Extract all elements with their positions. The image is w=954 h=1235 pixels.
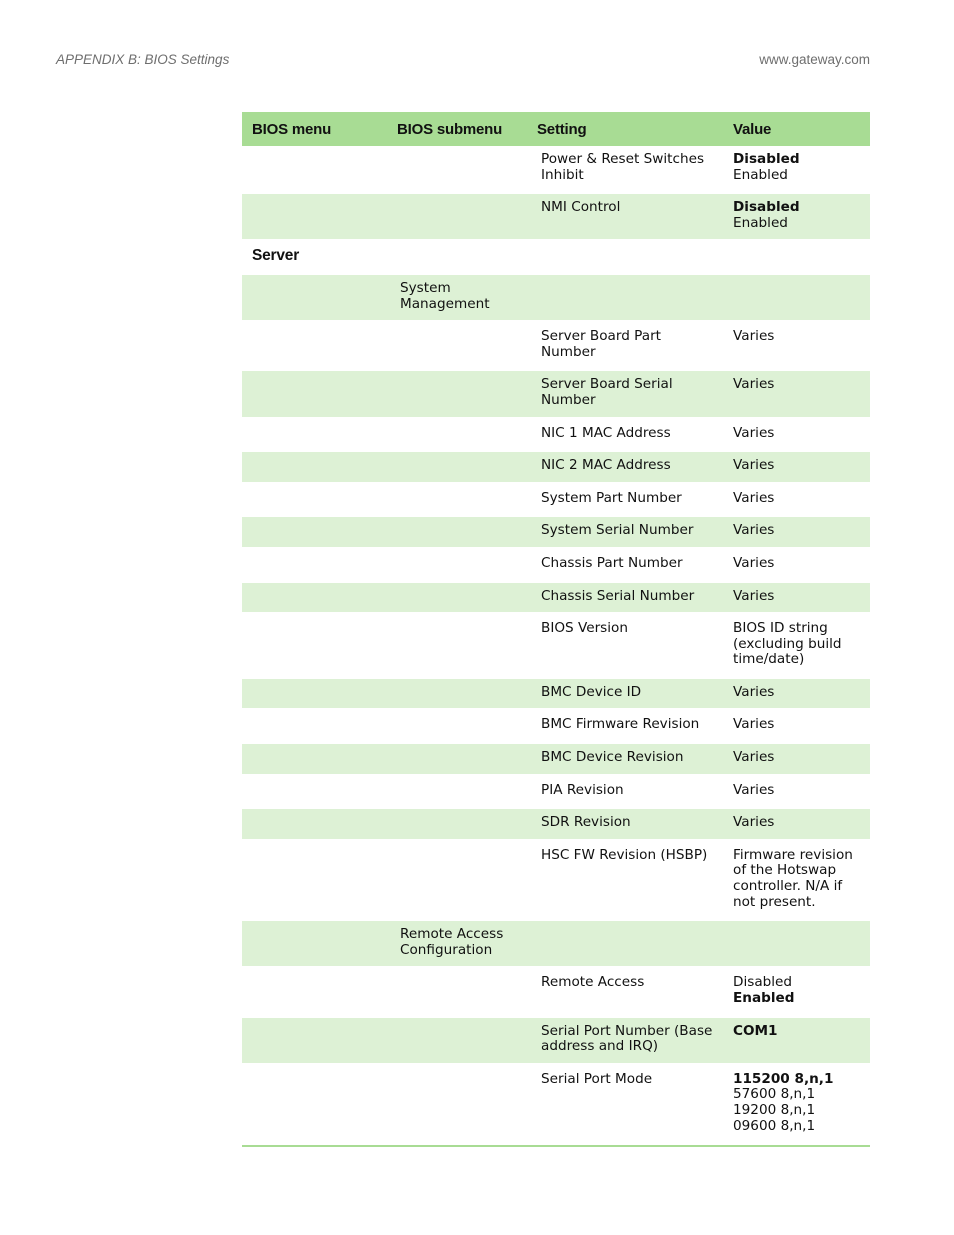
default-value: 115200 8,n,1: [733, 1070, 834, 1087]
cell-value: [723, 420, 870, 453]
cell-bios-menu: [242, 583, 387, 616]
cell-bios-submenu: [387, 1066, 527, 1145]
option-value: 19200 8,n,1: [733, 1101, 816, 1118]
cell-value: [723, 809, 870, 842]
cell-setting: Remote Access: [527, 969, 723, 1017]
cell-setting: System Part Number: [527, 485, 723, 518]
cell-bios-submenu: [387, 1018, 527, 1066]
cell-value: [723, 1066, 870, 1145]
table-row: [242, 420, 870, 453]
cell-value: [723, 615, 870, 679]
table-row: [242, 1066, 870, 1145]
cell-bios-submenu: [387, 485, 527, 518]
cell-bios-menu: [242, 420, 387, 453]
cell-value: [723, 550, 870, 583]
table-row: [242, 452, 870, 485]
table-row: [242, 809, 870, 842]
cell-bios-submenu: [387, 809, 527, 842]
cell-bios-submenu: [387, 194, 527, 242]
option-value: Varies: [733, 749, 775, 766]
cell-bios-submenu: [387, 420, 527, 453]
cell-bios-menu: [242, 1018, 387, 1066]
header-bios-menu: BIOS menu: [242, 112, 387, 146]
cell-value: [723, 323, 870, 371]
cell-bios-submenu: [387, 323, 527, 371]
header-value: Value: [723, 112, 870, 146]
option-value: Firmware revision of the Hotswap controller. N/A if not present.: [733, 846, 853, 910]
cell-bios-submenu: [387, 842, 527, 921]
default-value: COM1: [733, 1022, 778, 1039]
cell-value: [723, 583, 870, 616]
table-row: [242, 615, 870, 679]
cell-bios-submenu: [387, 777, 527, 810]
cell-setting: BIOS Version: [527, 615, 723, 679]
cell-setting: Power & Reset Switches Inhibit: [527, 146, 723, 194]
option-value: Enabled: [733, 166, 788, 183]
table-row: [242, 146, 870, 194]
cell-bios-submenu: Remote Access Configuration: [387, 921, 527, 969]
cell-setting: Server Board Serial Number: [527, 371, 723, 419]
table-row: [242, 711, 870, 744]
cell-bios-submenu: [387, 242, 527, 275]
table-row: [242, 242, 870, 275]
cell-value: [723, 777, 870, 810]
table-row: [242, 1018, 870, 1066]
option-value: Varies: [733, 683, 775, 700]
option-value: Varies: [733, 424, 775, 441]
cell-setting: System Serial Number: [527, 517, 723, 550]
cell-setting: Serial Port Mode: [527, 1066, 723, 1145]
option-value: Varies: [733, 376, 775, 393]
cell-setting: Server Board Part Number: [527, 323, 723, 371]
cell-setting: HSC FW Revision (HSBP): [527, 842, 723, 921]
table-row: [242, 194, 870, 242]
cell-bios-menu: Server: [242, 242, 387, 275]
cell-value: [723, 452, 870, 485]
cell-bios-menu: [242, 969, 387, 1017]
cell-bios-submenu: [387, 679, 527, 712]
table-row: [242, 275, 870, 323]
table-row: [242, 777, 870, 810]
table-row: [242, 323, 870, 371]
cell-bios-menu: [242, 777, 387, 810]
default-value: Enabled: [733, 990, 795, 1006]
option-value: Varies: [733, 814, 775, 831]
table-row: [242, 371, 870, 419]
cell-bios-submenu: [387, 550, 527, 583]
table-header-row: [242, 112, 870, 146]
cell-bios-menu: [242, 711, 387, 744]
cell-bios-submenu: [387, 452, 527, 485]
cell-bios-submenu: [387, 583, 527, 616]
cell-setting: [527, 242, 723, 275]
cell-value: [723, 842, 870, 921]
default-value: Disabled: [733, 151, 800, 167]
bios-settings-table: [242, 112, 870, 1147]
option-value: Varies: [733, 457, 775, 474]
option-value: Enabled: [733, 214, 788, 231]
option-value: Varies: [733, 554, 775, 571]
cell-bios-menu: [242, 452, 387, 485]
cell-bios-menu: [242, 275, 387, 323]
cell-bios-menu: [242, 809, 387, 842]
cell-setting: NIC 2 MAC Address: [527, 452, 723, 485]
table-row: [242, 842, 870, 921]
cell-bios-submenu: [387, 969, 527, 1017]
cell-bios-menu: [242, 146, 387, 194]
header-bios-submenu: BIOS submenu: [387, 112, 527, 146]
cell-bios-submenu: [387, 615, 527, 679]
table-row: [242, 550, 870, 583]
option-value: BIOS ID string (excluding build time/date): [733, 620, 842, 668]
cell-bios-submenu: [387, 744, 527, 777]
cell-setting: NIC 1 MAC Address: [527, 420, 723, 453]
table-row: [242, 969, 870, 1017]
cell-setting: PIA Revision: [527, 777, 723, 810]
cell-bios-menu: [242, 744, 387, 777]
option-value: Varies: [733, 781, 775, 798]
cell-setting: Serial Port Number (Base address and IRQ): [527, 1018, 723, 1066]
cell-bios-menu: [242, 550, 387, 583]
cell-value: [723, 969, 870, 1017]
cell-bios-menu: [242, 485, 387, 518]
cell-setting: Chassis Part Number: [527, 550, 723, 583]
cell-value: [723, 517, 870, 550]
cell-setting: BMC Device ID: [527, 679, 723, 712]
cell-bios-menu: [242, 842, 387, 921]
option-value: Varies: [733, 522, 775, 539]
option-value: Varies: [733, 587, 775, 604]
cell-value: [723, 485, 870, 518]
option-value: 57600 8,n,1: [733, 1086, 816, 1103]
cell-value: [723, 275, 870, 323]
cell-value: [723, 1018, 870, 1066]
table-row: [242, 517, 870, 550]
cell-value: [723, 921, 870, 969]
page-header-url: www.gateway.com: [759, 52, 870, 67]
option-value: Varies: [733, 489, 775, 506]
table-row: [242, 583, 870, 616]
cell-bios-submenu: [387, 371, 527, 419]
cell-setting: SDR Revision: [527, 809, 723, 842]
cell-bios-submenu: System Management: [387, 275, 527, 323]
option-value: 09600 8,n,1: [733, 1117, 816, 1134]
cell-setting: NMI Control: [527, 194, 723, 242]
page-header-section: APPENDIX B: BIOS Settings: [56, 52, 230, 67]
table-row: [242, 744, 870, 777]
cell-bios-menu: [242, 323, 387, 371]
cell-setting: BMC Firmware Revision: [527, 711, 723, 744]
table-row: [242, 679, 870, 712]
cell-bios-submenu: [387, 517, 527, 550]
cell-bios-submenu: [387, 711, 527, 744]
cell-setting: [527, 275, 723, 323]
cell-value: [723, 711, 870, 744]
header-setting: Setting: [527, 112, 723, 146]
cell-value: [723, 146, 870, 194]
table-row: [242, 485, 870, 518]
cell-bios-menu: [242, 194, 387, 242]
option-value: Varies: [733, 716, 775, 733]
cell-bios-menu: [242, 371, 387, 419]
cell-value: [723, 194, 870, 242]
cell-value: [723, 744, 870, 777]
cell-value: [723, 242, 870, 275]
default-value: Disabled: [733, 199, 800, 216]
cell-bios-menu: [242, 679, 387, 712]
cell-setting: [527, 921, 723, 969]
option-value: Disabled: [733, 974, 793, 991]
cell-bios-menu: [242, 517, 387, 550]
table-row: [242, 921, 870, 969]
cell-bios-menu: [242, 615, 387, 679]
cell-setting: Chassis Serial Number: [527, 583, 723, 616]
cell-bios-menu: [242, 1066, 387, 1145]
cell-value: [723, 371, 870, 419]
cell-value: [723, 679, 870, 712]
option-value: Varies: [733, 328, 775, 345]
cell-setting: BMC Device Revision: [527, 744, 723, 777]
cell-bios-submenu: [387, 146, 527, 194]
cell-bios-menu: [242, 921, 387, 969]
